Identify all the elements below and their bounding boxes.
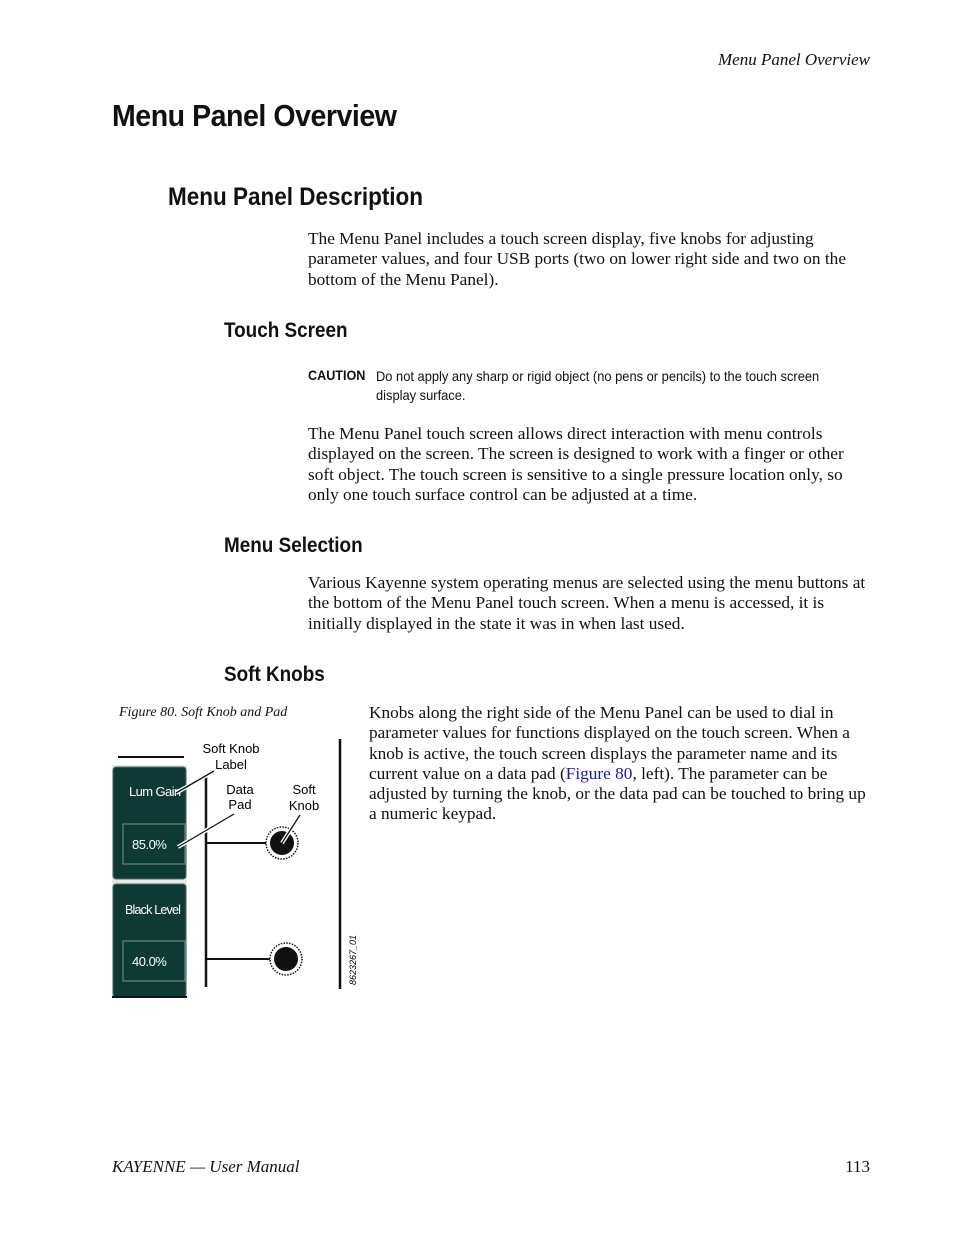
soft-knobs-heading: Soft Knobs xyxy=(224,663,325,686)
data-pad-callout-1: Data xyxy=(226,782,254,797)
soft-knob-figure xyxy=(108,735,368,1005)
soft-knobs-body xyxy=(369,703,871,825)
figure-link[interactable]: Figure 80 xyxy=(565,763,633,783)
knob1-label: Lum Gain xyxy=(129,784,181,799)
running-header: Menu Panel Overview xyxy=(718,50,870,69)
figure-caption: Figure 80. Soft Knob and Pad xyxy=(119,705,288,720)
section-title: Menu Panel Description xyxy=(168,183,424,211)
page-number: 113 xyxy=(845,1157,870,1176)
knob1-value: 85.0% xyxy=(132,837,167,852)
soft-knob-label-callout-2: Label xyxy=(215,757,247,772)
soft-knob-callout-1: Soft xyxy=(292,782,316,797)
soft-knob-diagram xyxy=(108,735,368,1005)
touch-screen-body: The Menu Panel touch screen allows direct interaction with menu controls displayed on the screen. The screen is designed to work with a finger or other soft object. The touch screen is sensitive to a single pressure location only, so only one touch surface control can be adjusted at a time. xyxy=(308,424,844,504)
knob2-icon[interactable] xyxy=(270,943,302,975)
page-title: Menu Panel Overview xyxy=(112,98,397,133)
caution-text: Do not apply any sharp or rigid object (no pens or pencils) to the touch screen display surface. xyxy=(376,368,820,403)
touch-screen-heading: Touch Screen xyxy=(224,319,348,342)
section-intro: The Menu Panel includes a touch screen display, five knobs for adjusting parameter values, and four USB ports (two on lower right side and two on the bottom of the Menu Panel). xyxy=(308,229,846,289)
knob2-label: Black Level xyxy=(125,903,181,917)
soft-knob-callout-2: Knob xyxy=(288,798,320,813)
menu-selection-body: Various Kayenne system operating menus are selected using the menu buttons at the bottom of the Menu Panel touch screen. When a menu is accessed, it is initially displayed in the state it was in when last used. xyxy=(308,573,866,633)
figure-id: 8623267_01 xyxy=(348,934,358,985)
soft-knobs-body-start: Knobs along the right side of the Menu Panel can be used to dial in parameter values for functions displayed on the touch screen. When a knob is active, the touch screen displays the parameter name and its current value on a data pad ( xyxy=(369,703,850,783)
knob2-value: 40.0% xyxy=(132,954,167,969)
caution-label: CAUTION xyxy=(308,367,366,383)
soft-knobs-body-end: , left). The parameter can be adjusted by turning the knob, or the data pad can be touched to bring up a numeric keypad. xyxy=(369,763,866,824)
footer-title: KAYENNE — User Manual xyxy=(112,1157,300,1176)
soft-knob-label-callout-1: Soft Knob xyxy=(202,741,260,756)
menu-selection-heading: Menu Selection xyxy=(224,534,363,557)
data-pad-callout-2: Pad xyxy=(228,797,252,812)
